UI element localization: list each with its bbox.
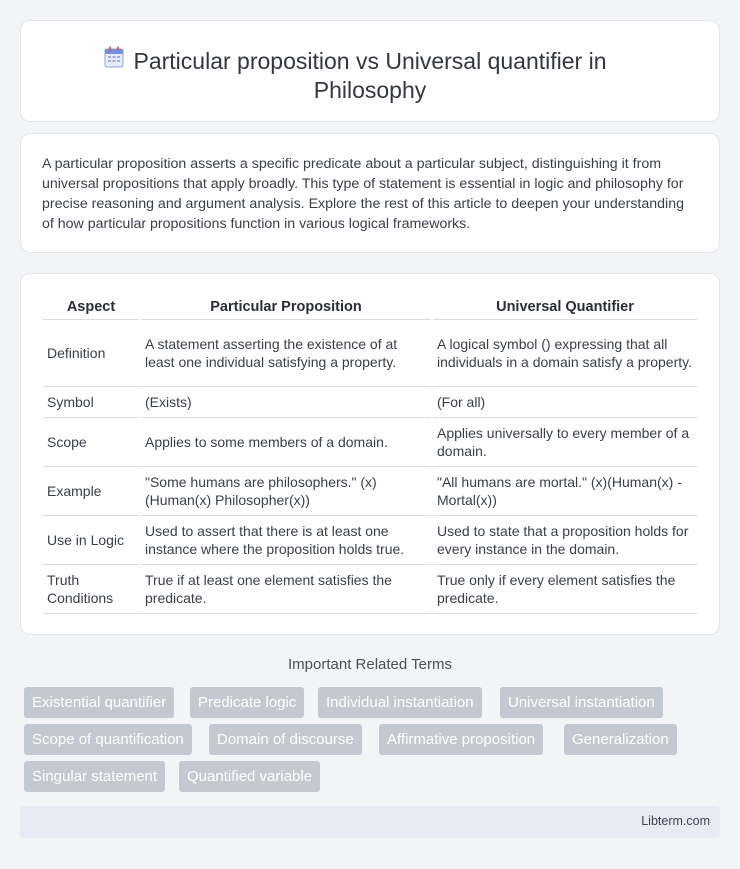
cell-aspect: Use in Logic: [43, 516, 139, 565]
footer: [20, 806, 720, 838]
tag-individual-instantiation[interactable]: Individual instantiation: [318, 687, 482, 718]
comparison-table: [41, 296, 699, 614]
related-terms-title: Important Related Terms: [288, 656, 452, 673]
footer-site-link[interactable]: Libterm.com: [641, 814, 710, 828]
table-row: [43, 565, 697, 614]
table-row: [43, 418, 697, 467]
tag-universal-instantiation[interactable]: Universal instantiation: [500, 687, 663, 718]
cell-particular: A statement asserting the existence of at least one individual satisfying a property.: [141, 320, 431, 387]
comparison-card: [20, 273, 720, 635]
header-universal: Universal Quantifier: [433, 296, 697, 320]
cell-universal: Applies universally to every member of a domain.: [433, 418, 697, 467]
page-title: [21, 47, 719, 105]
table-row: [43, 320, 697, 387]
cell-aspect: Example: [43, 467, 139, 516]
cell-particular: "Some humans are philosophers." (x)(Human(x) Philosopher(x)): [141, 467, 431, 516]
cell-aspect: Definition: [43, 320, 139, 387]
cell-universal: (For all): [433, 387, 697, 418]
table-header-row: [43, 296, 697, 320]
tag-predicate-logic[interactable]: Predicate logic: [190, 687, 304, 718]
cell-particular: True if at least one element satisfies the predicate.: [141, 565, 431, 614]
table-row: [43, 387, 697, 418]
header-particular: Particular Proposition: [141, 296, 431, 320]
tag-affirmative-proposition[interactable]: Affirmative proposition: [379, 724, 543, 755]
tag-quantified-variable[interactable]: Quantified variable: [179, 761, 320, 792]
cell-particular: Applies to some members of a domain.: [141, 418, 431, 467]
title-line-1: Particular proposition vs Universal quantifier in: [133, 48, 607, 74]
intro-text: A particular proposition asserts a specific predicate about a particular subject, distinguishing it from universal propositions that apply broadly. This type of statement is essential in logic and philosophy for precise reasoning and argument analysis. Explore the rest of this article to deepen your understanding of how particular propositions function in various logical frameworks.: [42, 156, 684, 232]
tag-existential-quantifier[interactable]: Existential quantifier: [24, 687, 174, 718]
table-row: [43, 467, 697, 516]
cell-aspect: Scope: [43, 418, 139, 467]
cell-aspect: Symbol: [43, 387, 139, 418]
tag-domain-of-discourse[interactable]: Domain of discourse: [209, 724, 362, 755]
tag-scope-of-quantification[interactable]: Scope of quantification: [24, 724, 192, 755]
header-aspect: Aspect: [43, 296, 139, 320]
intro-card: [20, 133, 720, 253]
table-row: [43, 516, 697, 565]
cell-universal: True only if every element satisfies the predicate.: [433, 565, 697, 614]
cell-universal: "All humans are mortal." (x)(Human(x) - Mortal(x)): [433, 467, 697, 516]
title-line-2: Philosophy: [313, 77, 427, 103]
cell-universal: A logical symbol () expressing that all individuals in a domain satisfy a property.: [433, 320, 697, 387]
cell-aspect: Truth Conditions: [43, 565, 139, 614]
cell-particular: Used to assert that there is at least one instance where the proposition holds true.: [141, 516, 431, 565]
title-card: [20, 20, 720, 122]
cell-universal: Used to state that a proposition holds for every instance in the domain.: [433, 516, 697, 565]
tag-generalization[interactable]: Generalization: [564, 724, 677, 755]
tag-singular-statement[interactable]: Singular statement: [24, 761, 165, 792]
cell-particular: (Exists): [141, 387, 431, 418]
